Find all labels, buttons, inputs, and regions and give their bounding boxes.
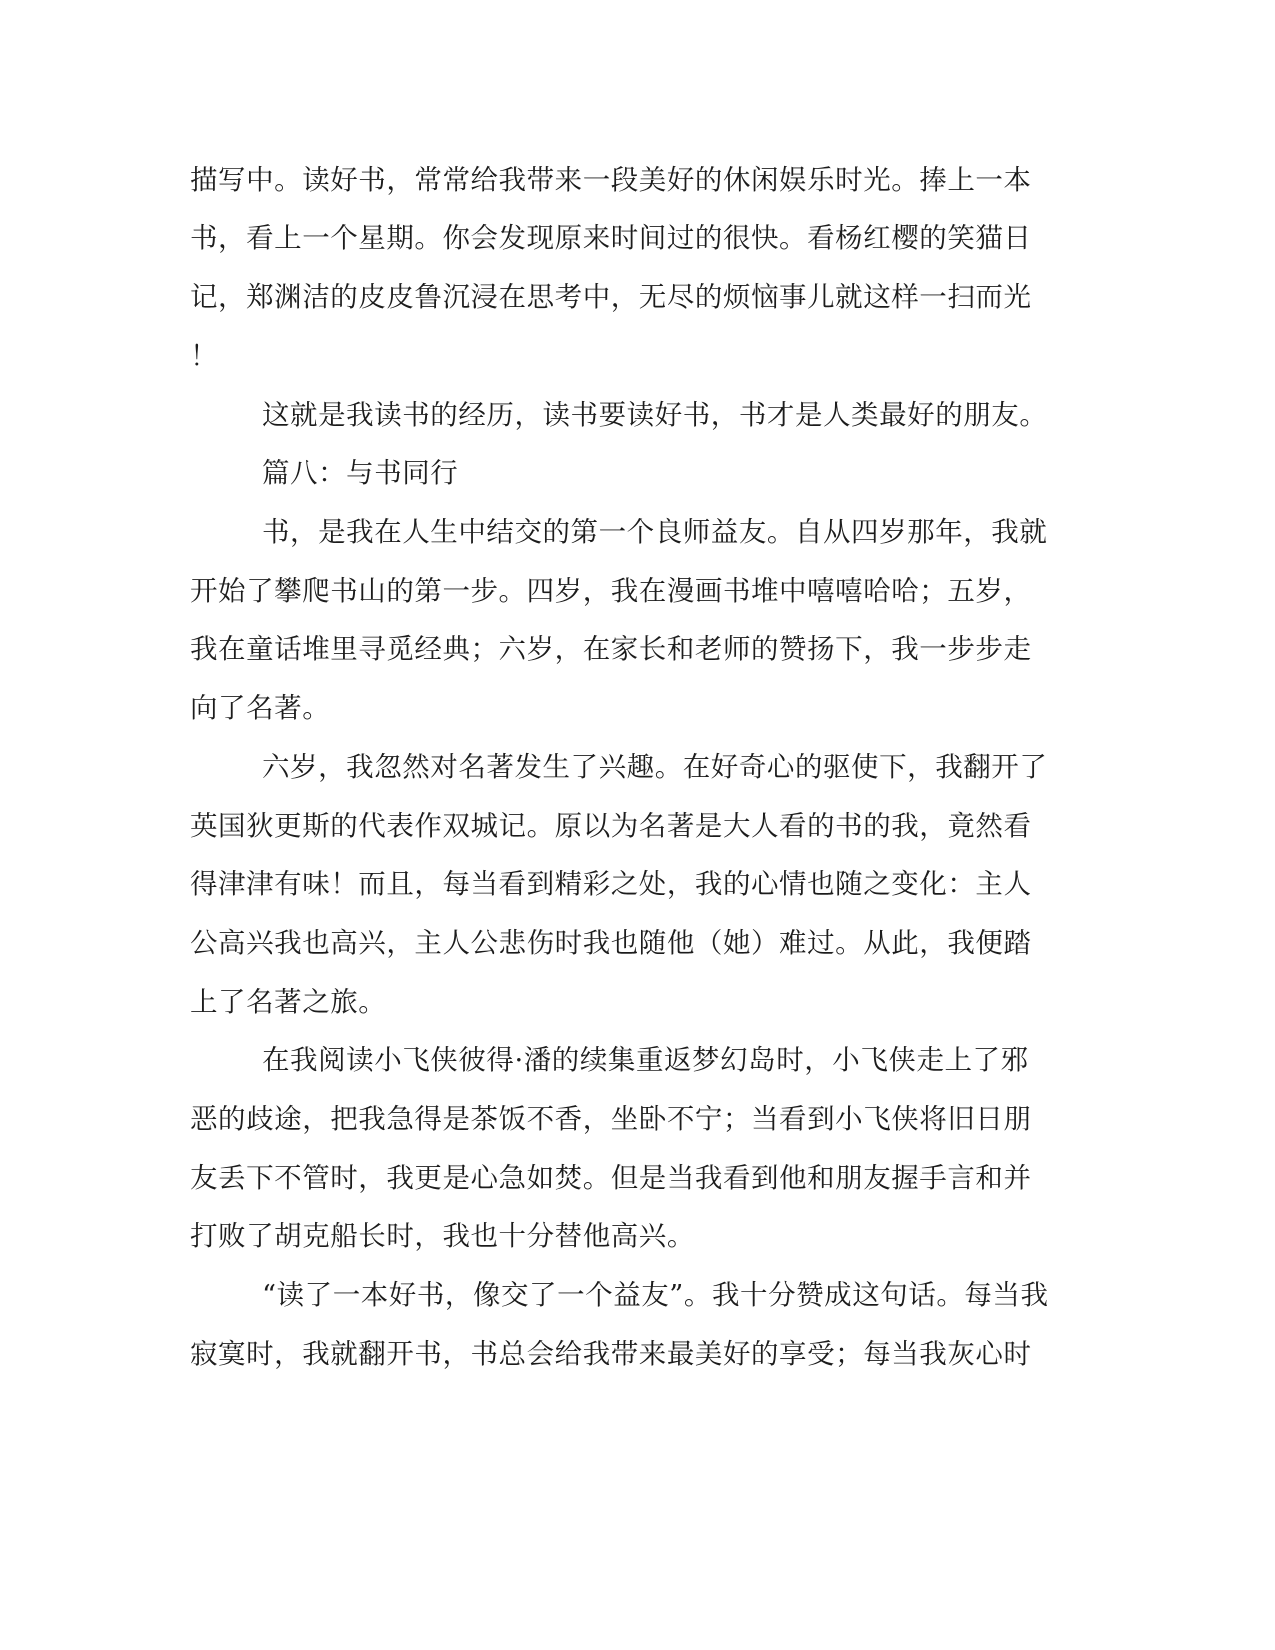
text-line: “读了一本好书，像交了一个益友”。我十分赞成这句话。每当我	[262, 1279, 1049, 1311]
text-line: 恶的歧途，把我急得是茶饭不香，坐卧不宁；当看到小飞侠将旧日朋	[190, 1103, 1032, 1135]
text-line: 友丢下不管时，我更是心急如焚。但是当我看到他和朋友握手言和并	[190, 1162, 1032, 1194]
text-line: 打败了胡克船长时，我也十分替他高兴。	[190, 1220, 695, 1252]
text-line: 公高兴我也高兴，主人公悲伤时我也随他（她）难过。从此，我便踏	[190, 927, 1032, 959]
text-line: 寂寞时，我就翻开书，书总会给我带来最美好的享受；每当我灰心时	[190, 1338, 1032, 1370]
text-line: 六岁，我忽然对名著发生了兴趣。在好奇心的驱使下，我翻开了	[262, 751, 1048, 783]
text-line: 英国狄更斯的代表作双城记。原以为名著是大人看的书的我，竟然看	[190, 810, 1032, 842]
section-heading: 篇八：与书同行	[262, 457, 459, 489]
text-line: ！	[190, 340, 219, 372]
text-line: 这就是我读书的经历，读书要读好书，书才是人类最好的朋友。	[262, 399, 1048, 431]
text-line: 记，郑渊洁的皮皮鲁沉浸在思考中，无尽的烦恼事儿就这样一扫而光	[190, 281, 1032, 313]
text-line: 描写中。读好书，常常给我带来一段美好的休闲娱乐时光。捧上一本	[190, 164, 1032, 196]
text-line: 向了名著。	[190, 692, 331, 724]
text-line: 得津津有味！而且，每当看到精彩之处，我的心情也随之变化：主人	[190, 868, 1032, 900]
text-line: 书，是我在人生中结交的第一个良师益友。自从四岁那年，我就	[262, 516, 1048, 548]
text-line: 在我阅读小飞侠彼得·潘的续集重返梦幻岛时，小飞侠走上了邪	[262, 1044, 1029, 1076]
text-line: 书，看上一个星期。你会发现原来时间过的很快。看杨红樱的笑猫日	[190, 222, 1032, 254]
text-line: 我在童话堆里寻觅经典；六岁，在家长和老师的赞扬下，我一步步走	[190, 633, 1032, 665]
text-line: 上了名著之旅。	[190, 986, 387, 1018]
text-line: 开始了攀爬书山的第一步。四岁，我在漫画书堆中嘻嘻哈哈；五岁，	[190, 575, 1032, 607]
